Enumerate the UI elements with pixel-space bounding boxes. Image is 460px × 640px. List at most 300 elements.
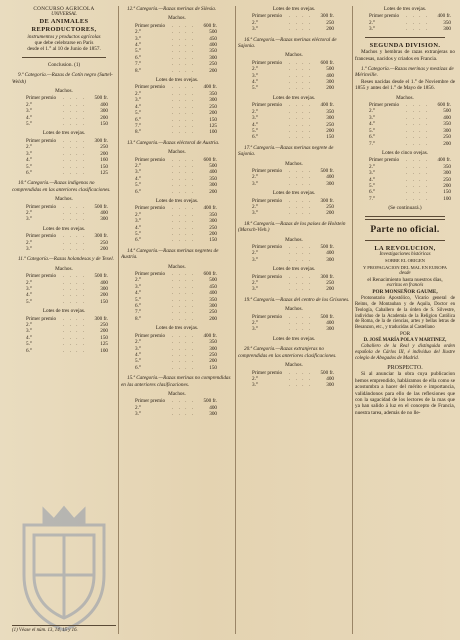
- prize-rank: 3.°: [252, 256, 258, 263]
- prize-rank: 4.°: [135, 175, 141, 182]
- category-title: 18.ª Categoría.—Razas de los países de Holstein (Marsch-Vieh.): [238, 220, 346, 234]
- prize-amount: 400 fr.: [203, 84, 217, 91]
- leader-dots: . . . .: [62, 157, 87, 164]
- header-line: UNIVERSAL: [51, 12, 77, 18]
- leader-dots: . . . .: [171, 97, 196, 104]
- prize-rank: 2.°: [135, 404, 141, 411]
- leader-dots: . . . .: [171, 61, 196, 68]
- prize-table: [252, 370, 334, 389]
- leader-dots: . . . .: [288, 244, 313, 250]
- divider: [365, 240, 445, 241]
- prize-amount: 300: [209, 97, 217, 104]
- leader-dots: . . . .: [171, 29, 196, 36]
- leader-dots: . . . .: [171, 84, 196, 91]
- prize-amount: 250: [209, 351, 217, 358]
- article-title: LA REVOLUCION,: [374, 244, 436, 252]
- prize-rank: 4.°: [26, 292, 32, 299]
- prize-rank: 4.°: [26, 114, 32, 121]
- leader-dots: . . . .: [288, 286, 313, 293]
- prize-table: [26, 273, 108, 305]
- column-rule: [352, 6, 353, 634]
- prize-rank: 5.°: [252, 85, 258, 92]
- prize-rank: 5.°: [26, 121, 32, 128]
- prize-table: [252, 60, 334, 92]
- prize-amount: 250: [100, 322, 108, 329]
- prize-rank: 2.°: [26, 101, 32, 108]
- prize-row: [26, 121, 108, 127]
- category-title: 9.ª Categoría.—Razas de Cotín negro (Suttel-Welsh): [12, 72, 113, 85]
- prize-amount: 200: [209, 315, 217, 322]
- leader-dots: . . . .: [62, 328, 87, 335]
- leader-dots: . . . .: [288, 134, 313, 141]
- category-title: 11.ª Categoría.—Razas holandesas y de Texel.: [18, 256, 114, 263]
- prize-rank: 5.°: [135, 110, 141, 117]
- prize-rank: Primer premio: [252, 59, 283, 66]
- prize-rank: 3.°: [252, 210, 258, 217]
- category-title: 20.ª Categoría.—Razas extranjeras no comprendidas en las anteriores clasificaciones.: [238, 346, 337, 359]
- article-translator: D. JOSÉ MARÍA POLA Y MARTINEZ,: [363, 337, 447, 343]
- prize-table: [252, 314, 334, 333]
- prize-rank: 3.°: [26, 245, 32, 252]
- prize-row: [26, 216, 108, 222]
- prize-amount: 300: [326, 382, 334, 389]
- prize-amount: 500: [209, 29, 217, 36]
- article-subtitle: SOBRE EL ORIGEN: [385, 258, 425, 264]
- prize-rank: 2.°: [26, 144, 32, 151]
- group-title: Machos.: [55, 196, 73, 203]
- prize-rank: 6.°: [135, 116, 141, 123]
- prize-rank: 4.°: [135, 103, 141, 110]
- prize-amount: 200: [100, 328, 108, 335]
- prize-row: [26, 246, 108, 252]
- leader-dots: . . . .: [288, 13, 313, 20]
- prize-rank: Primer premio: [26, 95, 57, 102]
- prize-table: [135, 157, 217, 195]
- leader-dots: . . . .: [288, 72, 313, 79]
- prize-rank: 2.°: [369, 19, 375, 26]
- prize-rank: 3.°: [135, 411, 141, 418]
- column-rule: [235, 6, 236, 634]
- prize-amount: 600 fr.: [203, 156, 217, 163]
- group-title: Lotes de tres ovejas.: [155, 325, 199, 332]
- prize-amount: 400: [209, 404, 217, 411]
- prize-rank: 4.°: [135, 42, 141, 49]
- prize-amount: 200: [326, 26, 334, 33]
- prize-amount: 150: [326, 134, 334, 141]
- prize-row: [252, 257, 334, 263]
- prize-amount: 400: [100, 209, 108, 216]
- prize-table: [135, 84, 217, 135]
- prize-amount: 250: [100, 144, 108, 151]
- leader-dots: . . . .: [405, 163, 430, 170]
- prize-amount: 300: [209, 218, 217, 225]
- prize-amount: 500 fr.: [320, 313, 334, 320]
- double-divider: [365, 216, 445, 220]
- prize-row: [369, 196, 451, 202]
- leader-dots: . . . .: [171, 182, 196, 189]
- leader-dots: . . . .: [288, 382, 313, 389]
- leader-dots: . . . .: [171, 211, 196, 218]
- prize-row: [135, 237, 217, 243]
- leader-dots: . . . .: [405, 140, 430, 147]
- category-title: 12.ª Categoría.—Razas merinas de Silesia.: [127, 6, 217, 12]
- prize-amount: 150: [100, 163, 108, 170]
- leader-dots: . . . .: [405, 13, 430, 20]
- prize-amount: 350: [209, 90, 217, 97]
- prize-rank: 2.°: [26, 239, 32, 246]
- prize-rank: 2.°: [26, 322, 32, 329]
- prize-amount: 150: [209, 364, 217, 371]
- prize-amount: 200: [100, 292, 108, 299]
- leader-dots: . . . .: [288, 280, 313, 287]
- author-bio: Protonotario Apostólico, Vicario general de Reims, de Montauban y de Aquila, Doctor en Teología, Caballero de la órden de S. Silvestre, individuo de la Academia de la Religion Católica de Roma, de la de ciencias, artes y bellas letras de Besanzon, etc., y traducidas al Castellano: [355, 295, 455, 331]
- prize-table: [369, 13, 451, 32]
- prize-amount: 300: [209, 54, 217, 61]
- prize-amount: 200: [326, 210, 334, 217]
- leader-dots: . . . .: [288, 375, 313, 382]
- prize-rank: Primer premio: [369, 13, 400, 20]
- prize-rank: Primer premio: [369, 157, 400, 164]
- prize-rank: 2.°: [26, 209, 32, 216]
- prize-rank: Primer premio: [252, 369, 283, 376]
- prize-rank: 2.°: [369, 163, 375, 170]
- prize-amount: 250: [326, 121, 334, 128]
- prize-rank: 2.°: [252, 66, 258, 73]
- prize-row: [26, 299, 108, 305]
- leader-dots: . . . .: [288, 197, 313, 204]
- prize-rank: 4.°: [369, 121, 375, 128]
- category-title: 15.ª Categoría.—Razas merinas no comprendidas en las anteriores clasificaciones.: [121, 375, 231, 388]
- prize-rank: 4.°: [26, 334, 32, 341]
- prize-amount: 300: [443, 170, 451, 177]
- prize-amount: 200: [100, 114, 108, 121]
- leader-dots: . . . .: [171, 22, 196, 29]
- leader-dots: . . . .: [405, 182, 430, 189]
- prize-row: [135, 365, 217, 371]
- prize-amount: 300: [326, 326, 334, 333]
- prize-amount: 250: [100, 239, 108, 246]
- prize-amount: 300 fr.: [94, 137, 108, 144]
- leader-dots: . . . .: [62, 150, 87, 157]
- prize-row: [252, 286, 334, 292]
- prize-row: [135, 68, 217, 74]
- prize-table: [26, 204, 108, 223]
- leader-dots: . . . .: [171, 271, 196, 278]
- prize-rank: 3.°: [135, 283, 141, 290]
- prize-rank: 3.°: [252, 326, 258, 333]
- prize-amount: 500 fr.: [94, 203, 108, 210]
- leader-dots: . . . .: [171, 309, 196, 316]
- prize-amount: 250: [209, 103, 217, 110]
- category-title: 17.ª Categoría.—Razas merinas negrete de Sajonia.: [238, 144, 334, 158]
- prize-row: [252, 370, 334, 376]
- leader-dots: . . . .: [288, 313, 313, 320]
- prize-rank: 4.°: [135, 351, 141, 358]
- article-por: POR: [399, 331, 411, 338]
- leader-dots: . . . .: [62, 279, 87, 286]
- prize-rank: 2.°: [252, 320, 258, 327]
- prize-row: [26, 95, 108, 101]
- category-title: 14.ª Categoría.—Razas merinas negretes de Austria.: [121, 247, 219, 261]
- prize-amount: 200: [209, 188, 217, 195]
- prize-rank: 3.°: [252, 72, 258, 79]
- prize-amount: 400 fr.: [203, 332, 217, 339]
- leader-dots: . . . .: [288, 102, 313, 109]
- group-title: Machos.: [55, 265, 73, 272]
- leader-dots: . . . .: [62, 95, 87, 102]
- prize-row: [369, 157, 451, 163]
- prize-rank: Primer premio: [135, 84, 166, 91]
- prize-amount: 350: [209, 175, 217, 182]
- prize-rank: Primer premio: [26, 273, 57, 280]
- prize-amount: 500: [443, 108, 451, 115]
- prize-amount: 350: [443, 19, 451, 26]
- continuation-label: Conclusion. (1): [47, 61, 81, 68]
- prize-rank: 3.°: [252, 286, 258, 293]
- prize-rank: 7.°: [369, 195, 375, 202]
- leader-dots: . . . .: [288, 273, 313, 280]
- leader-dots: . . . .: [62, 245, 87, 252]
- prize-row: [135, 316, 217, 322]
- leader-dots: . . . .: [62, 108, 87, 115]
- prize-amount: 400: [443, 114, 451, 121]
- prize-rank: Primer premio: [252, 244, 283, 250]
- prize-amount: 160: [100, 157, 108, 164]
- group-title: Machos.: [168, 390, 186, 397]
- prize-row: [252, 326, 334, 332]
- leader-dots: . . . .: [288, 59, 313, 66]
- prize-rank: 6.°: [135, 303, 141, 310]
- prize-rank: Primer premio: [135, 398, 166, 405]
- prize-rank: 2.°: [252, 174, 258, 181]
- prize-row: [26, 273, 108, 279]
- prospecto-heading: PROSPECTO.: [387, 365, 423, 372]
- prize-rank: 2.°: [252, 203, 258, 210]
- prize-rank: 2.°: [135, 29, 141, 36]
- leader-dots: . . . .: [171, 404, 196, 411]
- section-title: Parte no oficial.: [370, 224, 440, 235]
- leader-dots: . . . .: [288, 256, 313, 263]
- prize-rank: Primer premio: [252, 167, 283, 174]
- group-title: Machos.: [55, 88, 73, 95]
- prize-amount: 400 fr.: [437, 157, 451, 164]
- leader-dots: . . . .: [62, 347, 87, 354]
- prize-rank: 3.°: [26, 286, 32, 292]
- prize-amount: 200: [209, 358, 217, 365]
- group-title: Lotes de tres ovejas.: [42, 225, 86, 232]
- leader-dots: . . . .: [288, 210, 313, 217]
- prize-amount: 300: [443, 127, 451, 134]
- continues-note: (Se continuará.): [388, 205, 422, 212]
- translator-bio: Caballero de la Real y distinguida orden española de Cárlos III, é individuo del Ilustre colegio de Abogados de Madrid.: [355, 344, 455, 362]
- leader-dots: . . . .: [171, 332, 196, 339]
- prize-amount: 500: [209, 277, 217, 284]
- prize-amount: 150: [209, 237, 217, 244]
- group-title: Machos.: [285, 160, 303, 167]
- group-title: Lotes de tres ovejas.: [272, 266, 316, 273]
- prize-amount: 200: [209, 110, 217, 117]
- prize-rank: Primer premio: [252, 313, 283, 320]
- leader-dots: . . . .: [171, 175, 196, 182]
- prize-amount: 400: [209, 42, 217, 49]
- prize-rank: 3.°: [135, 35, 141, 42]
- prize-amount: 200: [443, 182, 451, 189]
- leader-dots: . . . .: [171, 296, 196, 303]
- prize-rank: 4.°: [252, 121, 258, 128]
- leader-dots: . . . .: [405, 134, 430, 141]
- prize-amount: 500 fr.: [94, 273, 108, 280]
- article-subtitle: escritas en francés: [386, 283, 424, 289]
- prize-row: [369, 141, 451, 147]
- leader-dots: . . . .: [62, 209, 87, 216]
- leader-dots: . . . .: [405, 176, 430, 183]
- prize-row: [26, 233, 108, 239]
- prize-amount: 250: [326, 203, 334, 210]
- prize-rank: 3.°: [369, 26, 375, 33]
- prize-amount: 300: [209, 182, 217, 189]
- group-title: Machos.: [285, 362, 303, 369]
- prize-row: [135, 398, 217, 404]
- prize-amount: 300: [326, 256, 334, 263]
- group-title: Machos.: [285, 52, 303, 59]
- prize-row: [252, 13, 334, 19]
- prize-amount: 500 fr.: [203, 398, 217, 405]
- prize-rank: 6.°: [369, 189, 375, 196]
- leader-dots: . . . .: [288, 85, 313, 92]
- prize-amount: 200: [100, 245, 108, 252]
- leader-dots: . . . .: [405, 19, 430, 26]
- prize-table: [135, 205, 217, 243]
- prize-amount: 450: [209, 283, 217, 290]
- prize-table: [135, 398, 217, 417]
- leader-dots: . . . .: [171, 345, 196, 352]
- prize-rank: 6.°: [135, 188, 141, 195]
- prize-amount: 500 fr.: [320, 167, 334, 174]
- group-title: Lotes de tres ovejas.: [155, 197, 199, 204]
- prize-amount: 450: [209, 35, 217, 42]
- leader-dots: . . . .: [405, 157, 430, 164]
- header-line: CONCURSO AGRÍCOLA: [33, 6, 95, 12]
- footnote: (1) Véase el núm. 13, 14, 15 y 16.: [12, 625, 116, 634]
- prize-amount: 150: [100, 298, 108, 305]
- prize-amount: 350: [209, 339, 217, 346]
- leader-dots: . . . .: [171, 277, 196, 284]
- prize-row: [252, 210, 334, 216]
- prize-row: [252, 382, 334, 388]
- prize-table: [26, 138, 108, 176]
- leader-dots: . . . .: [171, 110, 196, 117]
- header-line: instrumentos y productos agrícolas: [27, 33, 101, 40]
- prize-rank: 2.°: [135, 162, 141, 169]
- prize-amount: 350: [209, 48, 217, 55]
- leader-dots: . . . .: [288, 326, 313, 333]
- leader-dots: . . . .: [171, 169, 196, 176]
- leader-dots: . . . .: [62, 334, 87, 341]
- prize-rank: 2.°: [252, 250, 258, 257]
- prize-rank: 3.°: [135, 218, 141, 225]
- column-1: [12, 6, 116, 634]
- prize-row: [252, 134, 334, 140]
- leader-dots: . . . .: [171, 218, 196, 225]
- prize-amount: 250: [326, 19, 334, 26]
- prize-amount: 300: [209, 411, 217, 418]
- prize-amount: 500 fr.: [320, 244, 334, 250]
- prize-table: [252, 244, 334, 263]
- prize-amount: 350: [326, 108, 334, 115]
- group-title: Machos.: [396, 94, 414, 101]
- leader-dots: . . . .: [288, 26, 313, 33]
- prize-amount: 350: [209, 296, 217, 303]
- group-title: Machos.: [285, 236, 303, 243]
- prize-rank: 5.°: [135, 182, 141, 189]
- prize-table: [369, 157, 451, 202]
- prize-amount: 600 fr.: [437, 102, 451, 109]
- prize-rank: 4.°: [26, 157, 32, 164]
- prize-rank: 6.°: [26, 169, 32, 176]
- prize-rank: 3.°: [252, 180, 258, 187]
- prize-rank: 4.°: [135, 290, 141, 297]
- prize-rank: 6.°: [252, 134, 258, 141]
- prize-rank: 6.°: [135, 54, 141, 61]
- leader-dots: . . . .: [288, 108, 313, 115]
- prize-amount: 500 fr.: [320, 369, 334, 376]
- prize-row: [135, 129, 217, 135]
- prize-rank: 4.°: [369, 176, 375, 183]
- leader-dots: . . . .: [405, 102, 430, 109]
- leader-dots: . . . .: [288, 115, 313, 122]
- prize-rank: 3.°: [369, 114, 375, 121]
- divider: [365, 37, 445, 38]
- prize-rank: 6.°: [369, 134, 375, 141]
- leader-dots: . . . .: [171, 42, 196, 49]
- prize-rank: 3.°: [26, 108, 32, 115]
- prize-rank: Primer premio: [135, 22, 166, 29]
- prize-row: [369, 26, 451, 32]
- prize-amount: 100: [209, 129, 217, 136]
- prize-rank: 7.°: [135, 309, 141, 316]
- leader-dots: . . . .: [171, 224, 196, 231]
- prize-rank: 5.°: [135, 296, 141, 303]
- prize-rank: 3.°: [26, 328, 32, 335]
- prize-rank: 8.°: [135, 315, 141, 322]
- prize-amount: 400 fr.: [437, 13, 451, 20]
- leader-dots: . . . .: [62, 203, 87, 210]
- prize-amount: 200: [443, 140, 451, 147]
- prize-table: [252, 274, 334, 293]
- leader-dots: . . . .: [171, 205, 196, 212]
- leader-dots: . . . .: [405, 195, 430, 202]
- leader-dots: . . . .: [171, 290, 196, 297]
- prize-row: [135, 157, 217, 163]
- leader-dots: . . . .: [171, 231, 196, 237]
- prize-row: [135, 411, 217, 417]
- prize-amount: 250: [443, 176, 451, 183]
- prize-table: [252, 13, 334, 32]
- prize-amount: 150: [209, 116, 217, 123]
- group-title: Machos.: [168, 149, 186, 156]
- leader-dots: . . . .: [62, 137, 87, 144]
- category-title: 13.ª Categoría.—Razas eléctoral de Austria.: [127, 139, 220, 146]
- leader-dots: . . . .: [171, 237, 196, 244]
- prize-row: [369, 13, 451, 19]
- leader-dots: . . . .: [405, 108, 430, 115]
- category-title: 16.ª Categoría.—Razas merinas eléctoral de Sajonia.: [238, 36, 337, 50]
- prize-row: [135, 84, 217, 90]
- group-title: Lotes de tres ovejas.: [272, 335, 316, 342]
- leader-dots: . . . .: [171, 351, 196, 358]
- prize-amount: 350: [443, 163, 451, 170]
- prize-amount: 350: [209, 211, 217, 218]
